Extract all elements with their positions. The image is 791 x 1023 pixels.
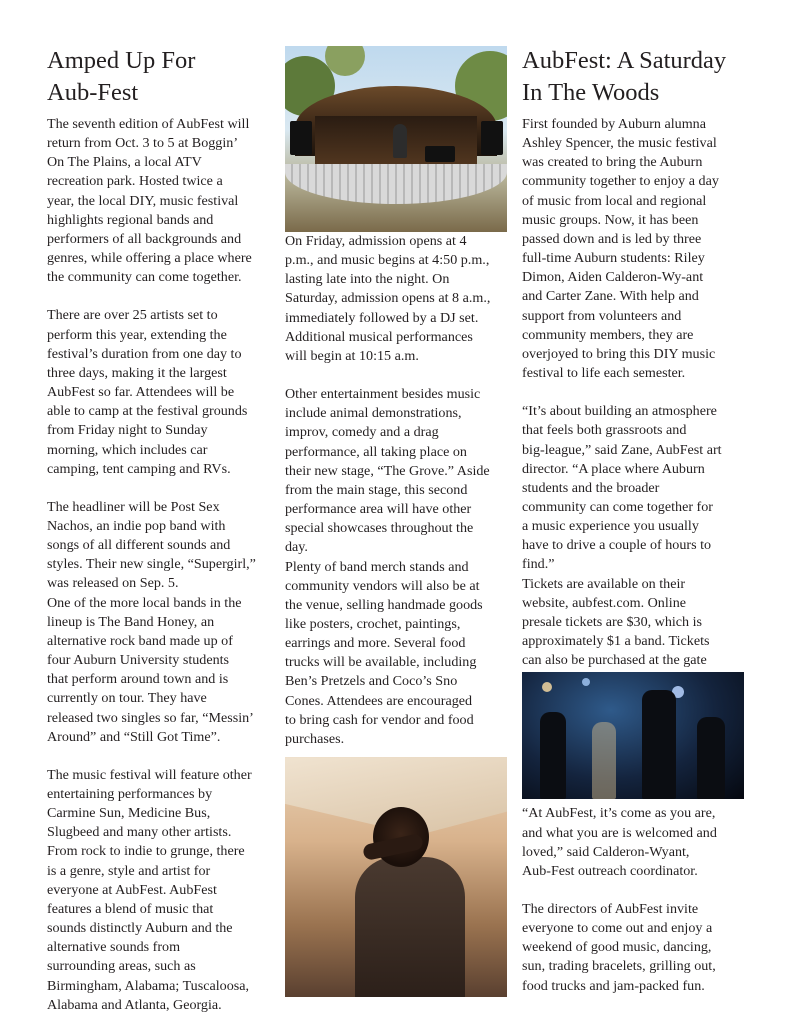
paragraph: The headliner will be Post Sex Nachos, an indie pop band with songs of all different sounds and styles. Their new single, “Supergirl,” was released on Sep. 5. <box>47 498 256 592</box>
paragraph: Plenty of band merch stands and community vendors will also be at the venue, selling handmade goods like posters, crochet, paintings, earrings and more. Several food trucks will be available, including Ben’s Pretzels and Coco’s Sno Cones. Attendees are encouraged to bring cash for vendor and food purchases. <box>285 558 483 747</box>
stage-photo <box>285 46 507 232</box>
paragraph: On Friday, admission opens at 4 p.m., and music begins at 4:50 p.m., lasting late into the night. On Saturday, admission opens at 8 a.m., immediately followed by a DJ set. Additional musical performances will begin at 10:15 a.m. <box>285 233 491 364</box>
paragraph: The seventh edition of AubFest will return from Oct. 3 to 5 at Boggin’ On The Plains, a local ATV recreation park. Hosted twice a year, the local DIY, music festival highlights regional bands and performers of all backgrounds and genres, while offering a place where the community can come together. <box>47 116 252 286</box>
article-saturday-woods <box>522 45 747 996</box>
paragraph: First founded by Auburn alumna Ashley Spencer, the music festival was created to bring the Auburn community together to enjoy a day of music from local and regional music groups. Now, it has been passed down and is led by three full-time Auburn students: Riley Dimon, Aiden Calderon-Wy-ant and Carter Zane. With help and support from volunteers and community members, they are overjoyed to bring this DIY music festival to life each semester. <box>522 116 719 382</box>
paragraph: The music festival will feature other entertaining performances by Carmine Sun, Medicine Bus, Slugbeed and many other artists. From rock to indie to grunge, there is a genre, style and artist for everyone at AubFest. AubFest features a blend of music that sounds distinctly Auburn and the alternative sounds from surrounding areas, such as Birmingham, Alabama; Tuscaloosa, Alabama and Atlanta, Georgia. <box>47 766 252 1013</box>
paragraph: There are over 25 artists set to perform this year, extending the festival’s duration from one day to three days, making it the largest AubFest so far. Attendees will be able to camp at the festival grounds from Friday night to Sunday morning, which includes car camping, tent camping and RVs. <box>47 307 248 477</box>
singer-photo <box>285 757 507 997</box>
paragraph: One of the more local bands in the lineup is The Band Honey, an alternative rock band made up of four Auburn University students that perform around town and is currently on tour. They have released two singles so far, “Messin’ Around” and “Still Got Time”. <box>47 594 254 745</box>
article-amped-up <box>47 45 272 1015</box>
paragraph: Tickets are available on their website, aubfest.com. Online presale tickets are $30, which is approximately $1 a band. Tickets can also be purchased at the gate <box>522 575 710 669</box>
concert-photo <box>522 672 744 799</box>
headline-saturday-woods: AubFest: A Saturday In The Woods <box>522 47 727 106</box>
middle-column <box>285 46 507 997</box>
paragraph: “It’s about building an atmosphere that feels both grassroots and big-league,” said Zane, AubFest art director. “A place where Auburn students and the broader community can come together for a music experience you usually have to drive a couple of hours to find.” <box>522 403 722 573</box>
paragraph: The directors of AubFest invite everyone to come out and enjoy a weekend of good music, dancing, sun, trading bracelets, grilling out, food trucks and jam-packed fun. <box>522 901 716 994</box>
headline-amped-up: Amped Up For Aub-Fest <box>47 47 196 106</box>
paragraph: Other entertainment besides music include animal demonstrations, improv, comedy and a drag performance, all taking place on their new stage, “The Grove.” Aside from the main stage, this second performance area will have other special showcases throughout the day. <box>285 386 490 556</box>
paragraph: “At AubFest, it’s come as you are, and what you are is welcomed and loved,” said Calderon-Wyant, Aub-Fest outreach coordinator. <box>522 805 717 879</box>
